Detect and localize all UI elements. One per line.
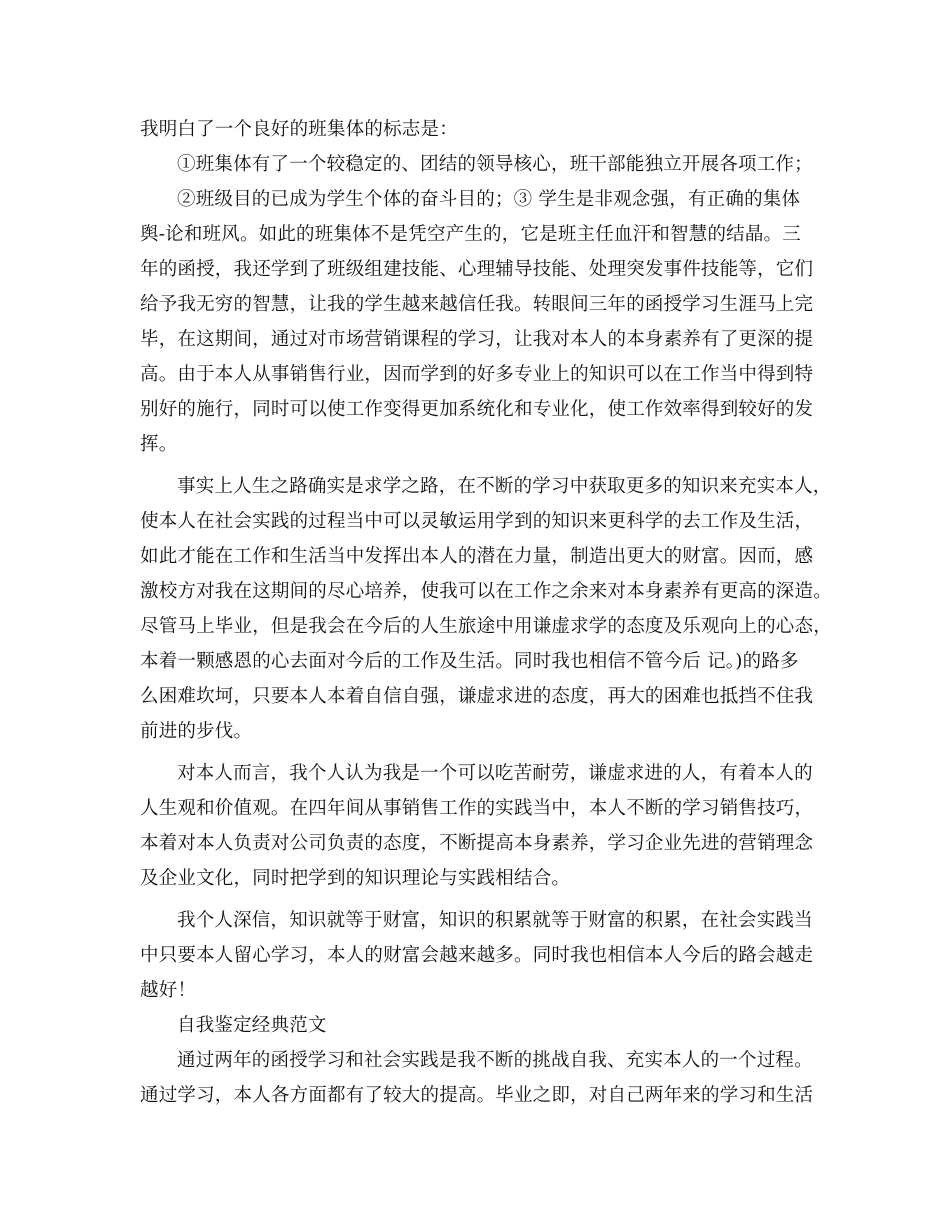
text-line: 中只要本人留心学习，本人的财富会越来越多。同时我也相信本人今后的路会越走: [140, 945, 814, 966]
text-line: 给予我无穷的智慧，让我的学生越来越信任我。转眼间三年的函授学习生涯马上完: [140, 294, 814, 315]
text-line: 通过两年的函授学习和社会实践是我不断的挑战自我、充实本人的一个过程。: [177, 1050, 813, 1071]
text-line: 尽管马上毕业，但是我会在今后的人生旅途中用谦虚求学的态度及乐观向上的心态，: [140, 616, 832, 637]
text-line: 及企业文化，同时把学到的知识理论与实践相结合。: [140, 868, 571, 889]
text-line: 舆-论和班风。如此的班集体不是凭空产生的，它是班主任血汗和智慧的结晶。三: [140, 224, 801, 245]
section-heading: 自我鉴定经典范文: [177, 1015, 327, 1036]
text-line: 对本人而言，我个人认为我是一个可以吃苦耐劳，谦虚求进的人，有着本人的: [177, 763, 813, 784]
text-line: 如此才能在工作和生活当中发挥出本人的潜在力量，制造出更大的财富。因而，感: [140, 546, 814, 567]
text-line: ①班集体有了一个较稳定的、团结的领导核心，班干部能独立开展各项工作；: [177, 154, 813, 175]
text-line: 么困难坎坷，只要本人本着自信自强，谦虚求进的态度，再大的困难也抵挡不住我: [140, 686, 814, 707]
text-line: 我个人深信，知识就等于财富，知识的积累就等于财富的积累，在社会实践当: [177, 910, 813, 931]
text-line: ②班级目的已成为学生个体的奋斗目的；③ 学生是非观念强，有正确的集体: [177, 189, 801, 210]
text-line: 本着对本人负责对公司负责的态度，不断提高本身素养，学习企业先进的营销理念: [140, 833, 814, 854]
text-line: 毕，在这期间，通过对市场营销课程的学习，让我对本人的本身素养有了更深的提: [140, 329, 814, 350]
text-line: 高。由于本人从事销售行业，因而学到的好多专业上的知识可以在工作当中得到特: [140, 364, 814, 385]
text-line: 我明白了一个良好的班集体的标志是：: [140, 119, 458, 140]
text-line: 越好！: [140, 980, 197, 1001]
text-line: 使本人在社会实践的过程当中可以灵敏运用学到的知识来更科学的去工作及生活，: [140, 511, 814, 532]
text-line: 通过学习，本人各方面都有了较大的提高。毕业之即，对自己两年来的学习和生活: [140, 1085, 814, 1106]
text-line: 激校方对我在这期间的尽心培养，使我可以在工作之余来对本身素养有更高的深造。: [140, 581, 832, 602]
text-line: 别好的施行，同时可以使工作变得更加系统化和专业化，使工作效率得到较好的发: [140, 399, 814, 420]
text-line: 前进的步伐。: [140, 721, 253, 742]
text-line: 本着一颗感恩的心去面对今后的工作及生活。同时我也相信不管今后 记。)的路多: [140, 651, 799, 672]
text-line: 事实上人生之路确实是求学之路，在不断的学习中获取更多的知识来充实本人，: [177, 476, 832, 497]
text-line: 人生观和价值观。在四年间从事销售工作的实践当中，本人不断的学习销售技巧，: [140, 798, 814, 819]
text-line: 挥。: [140, 434, 178, 455]
text-line: 年的函授，我还学到了班级组建技能、心理辅导技能、处理突发事件技能等，它们: [140, 259, 814, 280]
